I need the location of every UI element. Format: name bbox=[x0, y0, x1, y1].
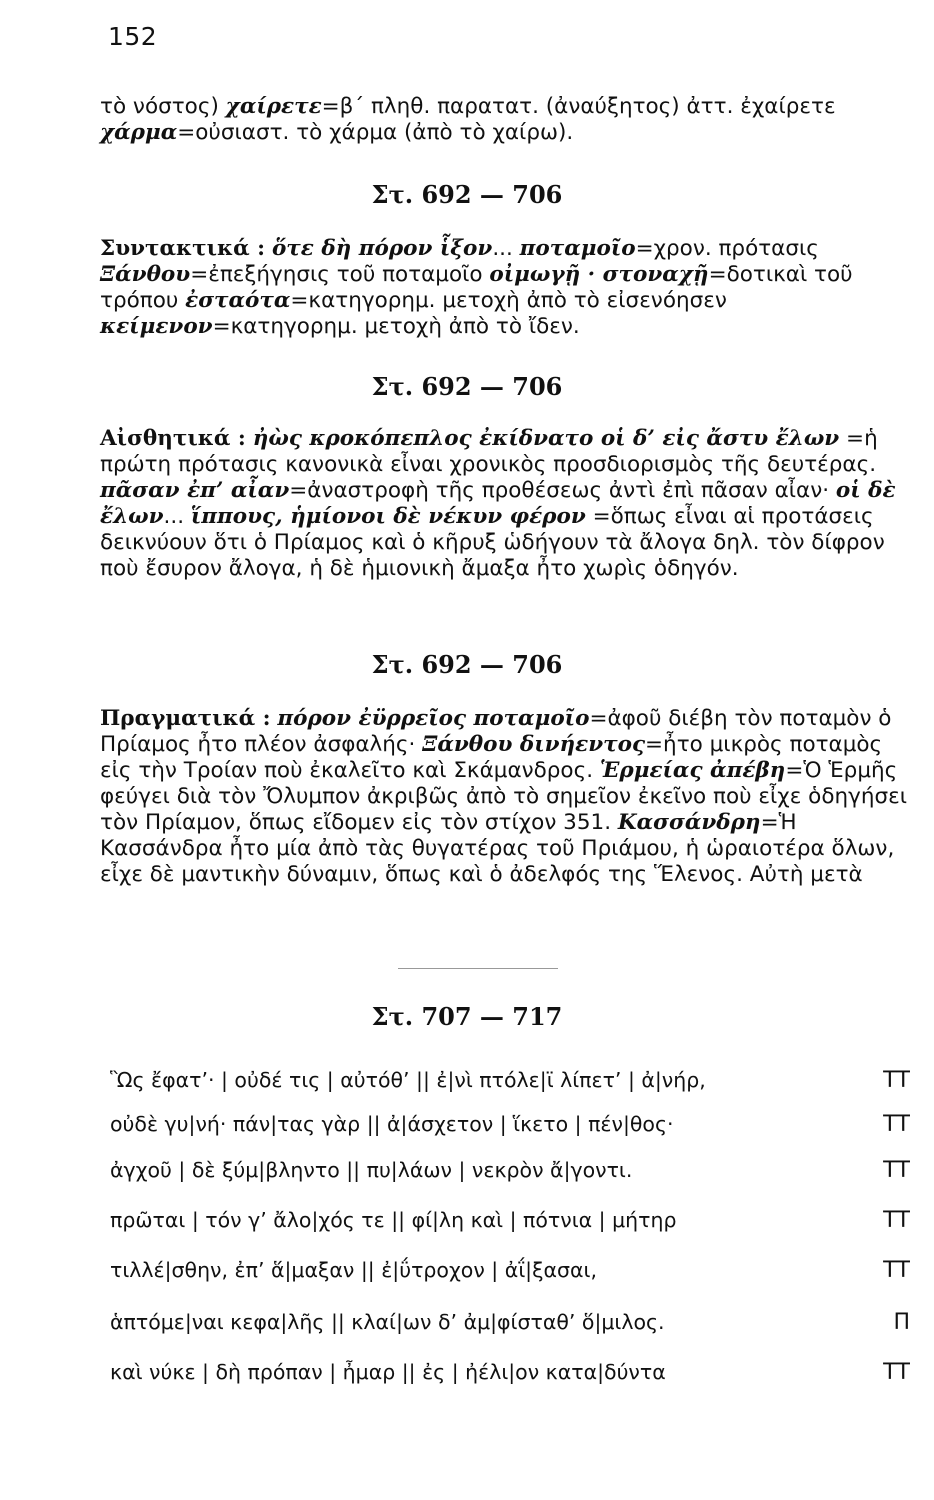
text-run: =ἐπεξήγησις τοῦ ποταμοῖο bbox=[190, 262, 490, 287]
text-run: =β΄ πληθ. παρατατ. (ἀναύξητος) ἀττ. ἐχαίρετε bbox=[321, 94, 836, 119]
text-run: =οὐσιαστ. τὸ χάρμα (ἀπὸ τὸ χαίρω). bbox=[177, 120, 574, 145]
term: οἱ δὲ ἔλων bbox=[100, 478, 896, 529]
term: Κασσάνδρη bbox=[617, 810, 761, 835]
text-run: =Ἡ Κασσάνδρα ἦτο μία ἀπὸ τὰς θυγατέρας τοῦ Πριάμου, ἡ ὡραιοτέρα ὅλων, εἶχε δὲ μαντικὴν δύναμιν, ὅπως καὶ ὁ ἀδελφός της Ἕλενος. Αὐτὴ μετὰ bbox=[100, 810, 895, 887]
page-number: 152 bbox=[108, 22, 158, 51]
verse-line bbox=[110, 1208, 910, 1238]
term: Ξάνθου bbox=[100, 262, 191, 287]
meter-mark: ΤΤ bbox=[883, 1208, 910, 1233]
section-syntactic bbox=[100, 236, 915, 340]
verse-line bbox=[110, 1112, 910, 1142]
text-run: =ἦτο μικρὸς ποταμὸς εἰς τὴν Τροίαν ποὺ ἐκαλεῖτο καὶ Σκάμανδρος. bbox=[100, 732, 883, 783]
term: Ἑρμείας ἀπέβη bbox=[599, 758, 786, 783]
term: ἵππους, ἡμίονοι δὲ νέκυν φέρον bbox=[190, 504, 586, 529]
section-label: Πραγματικά : bbox=[100, 706, 271, 731]
term: κείμενον bbox=[100, 314, 213, 339]
text-run: =κατηγορημ. μετοχὴ ἀπὸ τὸ ἴδεν. bbox=[212, 314, 580, 339]
factual-text bbox=[100, 706, 915, 888]
text-run: τὸ νόστος) bbox=[100, 94, 226, 119]
text-run: =δοτικαὶ τοῦ τρόπου bbox=[100, 262, 853, 313]
verse-text: Ὣς ἔφατ’· | οὐδέ τις | αὐτόθ’ || ἐ|νὶ πτόλε|ϊ λίπετ’ | ἀ|νήρ, bbox=[110, 1068, 706, 1092]
verse-line bbox=[110, 1360, 910, 1390]
term: ὅτε δὴ πόρον ἷξον bbox=[271, 236, 493, 261]
meter-mark: ΤΤ bbox=[883, 1158, 910, 1183]
text-run: =Ὁ Ἑρμῆς φεύγει διὰ τὸν Ὄλυμπον ἀκριβῶς ἀπὸ τὸ σημεῖον ἐκεῖνο ποὺ εἶχε ὁδηγήσει τὸν Πρίαμον, ὅπως εἴδομεν εἰς τὸν στίχον 351. bbox=[100, 758, 907, 835]
verse-line bbox=[110, 1310, 910, 1340]
term: Ξάνθου δινήεντος bbox=[422, 732, 646, 757]
text-run: ... bbox=[163, 504, 191, 529]
meter-mark: ΤΤ bbox=[883, 1360, 910, 1385]
scansion-heading: Στ. 707 — 717 bbox=[371, 1002, 563, 1031]
syntactic-text bbox=[100, 236, 915, 340]
meter-mark: ΤΤ bbox=[883, 1112, 910, 1137]
verse-line bbox=[110, 1158, 910, 1188]
meter-mark: Π bbox=[893, 1310, 910, 1335]
term: χαίρετε bbox=[225, 94, 322, 119]
meter-mark: ΤΤ bbox=[883, 1258, 910, 1283]
verse-text: καὶ νύκε | δὴ πρόπαν | ἦμαρ || ἐς | ἠέλι|ον κατα|δύντα bbox=[110, 1360, 666, 1384]
text-run bbox=[246, 426, 253, 451]
section-label: Συντακτικά : bbox=[100, 236, 266, 261]
section-factual bbox=[100, 706, 915, 888]
text-run: =χρον. πρότασις bbox=[635, 236, 819, 261]
verse-text: οὐδὲ γυ|νή· πάν|τας γὰρ || ἀ|άσχετον | ἵκετο | πέν|θος· bbox=[110, 1112, 674, 1136]
term: πᾶσαν ἐπ’ αἶαν bbox=[100, 478, 290, 503]
text-run: =κατηγορημ. μετοχὴ ἀπὸ τὸ εἰσενόησεν bbox=[290, 288, 727, 313]
meter-mark: ΤΤ bbox=[883, 1068, 910, 1093]
aesthetic-text bbox=[100, 426, 915, 582]
term: πόρον ἐϋρρεῖος ποταμοῖο bbox=[277, 706, 590, 731]
verse-text: ἁπτόμε|ναι κεφα|λῆς || κλαί|ων δ’ ἀμ|φίσταθ’ ὅ|μιλος. bbox=[110, 1310, 665, 1334]
term: οἰμωγῇ · στοναχῇ bbox=[489, 262, 709, 287]
section-label: Αἰσθητικά : bbox=[100, 426, 246, 451]
text-run bbox=[265, 236, 272, 261]
text-run: =ὅπως εἶναι αἱ προτάσεις δεικνύουν ὅτι ὁ Πρίαμος καὶ ὁ κῆρυξ ὡδήγουν τὰ ἄλογα δηλ. τὸν δίφρον ποὺ ἔσυρον ἄλογα, ἡ δὲ ἡμιονικὴ ἄμαξα ἦτο χωρὶς ὁδηγόν. bbox=[100, 504, 885, 581]
text-run: =ἀφοῦ διέβη τὸν ποταμὸν ὁ Πρίαμος ἦτο πλέον ἀσφαλής· bbox=[100, 706, 892, 757]
verse-text: πρῶται | τόν γ’ ἄλο|χός τε || φί|λη καὶ | πότνια | μήτηρ bbox=[110, 1208, 677, 1232]
section-aesthetic bbox=[100, 426, 915, 582]
text-run: =ἡ πρώτη πρότασις κανονικὰ εἶναι χρονικὸς προσδιορισμὸς τῆς δευτέρας. bbox=[100, 426, 878, 477]
term: ποταμοῖο bbox=[519, 236, 636, 261]
term: χάρμα bbox=[100, 120, 178, 145]
verse-text: ἀγχοῦ | δὲ ξύμ|βληντο || πυ|λάων | νεκρὸν ἄ|γοντι. bbox=[110, 1158, 633, 1182]
intro-paragraph bbox=[100, 94, 915, 146]
intro-text bbox=[100, 94, 915, 146]
section-heading-aesthetic: Στ. 692 — 706 bbox=[371, 372, 563, 401]
term: ἐσταότα bbox=[185, 288, 291, 313]
section-heading-syntactic: Στ. 692 — 706 bbox=[371, 180, 563, 209]
text-run: ... bbox=[492, 236, 520, 261]
verse-line bbox=[110, 1068, 910, 1098]
section-divider bbox=[398, 968, 558, 969]
text-run: =ἀναστροφὴ τῆς προθέσεως ἀντὶ ἐπὶ πᾶσαν αἶαν· bbox=[289, 478, 836, 503]
term: ἠὼς κροκόπεπλος ἐκίδνατο οἱ δ’ εἰς ἄστυ ἔλων bbox=[252, 426, 840, 451]
verse-text: τιλλέ|σθην, ἐπ’ ἅ|μαξαν || ἐ|ΰτροχον | ἀΐ|ξασαι, bbox=[110, 1258, 597, 1282]
verse-line bbox=[110, 1258, 910, 1288]
section-heading-factual: Στ. 692 — 706 bbox=[371, 650, 563, 679]
